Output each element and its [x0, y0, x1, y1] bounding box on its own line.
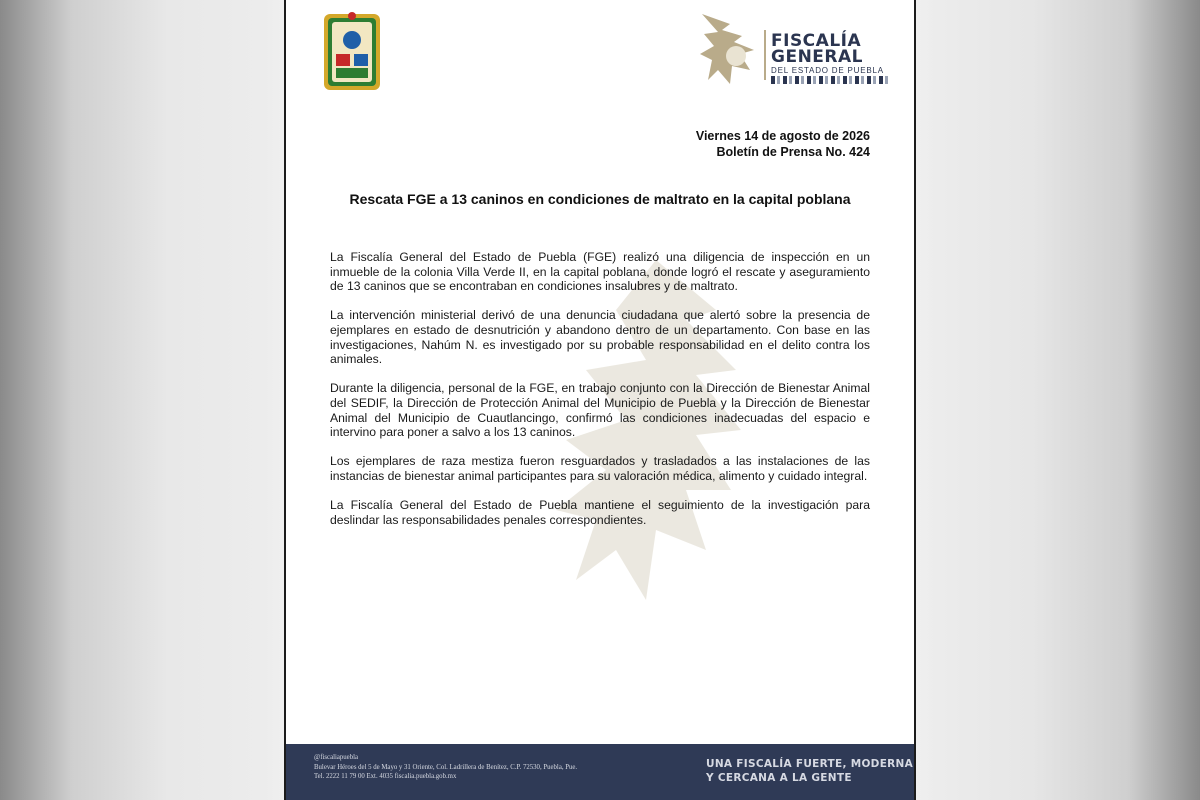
paragraph: Durante la diligencia, personal de la FGE, en trabajo conjunto con la Dirección de Bienestar Animal del SEDIF, la Dirección de Protección Animal del Municipio de Puebla y la Dirección de Bienestar Animal del Municipio de Cuautlancingo, confirmó las condiciones inadecuadas del espacio e intervino para poner a salvo a los 13 caninos. [330, 381, 870, 440]
slogan-line1: UNA FISCALÍA FUERTE, MODERNA [706, 758, 914, 770]
footer-contact: Tel. 2222 11 79 00 Ext. 4035 fiscalia.puebla.gob.mx [314, 773, 457, 780]
footer-slogan [706, 757, 913, 785]
fge-head-emblem-icon [696, 10, 762, 86]
brand-decorative-pattern [771, 76, 889, 84]
paragraph: La Fiscalía General del Estado de Puebla (FGE) realizó una diligencia de inspección en un inmueble de la colonia Villa Verde II, en la capital poblana, donde logró el rescate y aseguramiento de 13 caninos que se encontraban en condiciones insalubres y de maltrato. [330, 250, 870, 294]
brand-subtitle: DEL ESTADO DE PUEBLA [771, 66, 884, 75]
social-handle: @fiscaliapuebla [314, 754, 359, 761]
brand-name-line1: FISCALÍA [771, 31, 862, 51]
bulletin-meta [696, 128, 870, 160]
puebla-coat-of-arms-icon [322, 10, 382, 94]
bulletin-title: Rescata FGE a 13 caninos en condiciones de maltrato en la capital poblana [349, 191, 851, 207]
footer-address: Bulevar Héroes del 5 de Mayo y 31 Oriente, Col. Ladrillera de Benítez, C.P. 72530, Puebla, Pue. [314, 764, 578, 771]
page-footer [286, 744, 914, 800]
brand-name-line2: GENERAL [771, 47, 863, 67]
press-release-page [286, 0, 914, 800]
fge-logo [696, 10, 896, 88]
bulletin-body [330, 250, 870, 542]
paragraph: Los ejemplares de raza mestiza fueron resguardados y trasladados a las instalaciones de las instancias de bienestar animal participantes para su valoración médica, alimento y cuidado integral. [330, 454, 870, 483]
bulletin-date: Viernes 14 de agosto de 2026 [695, 129, 870, 143]
paragraph: La intervención ministerial derivó de una denuncia ciudadana que alertó sobre la presencia de ejemplares en estado de desnutrición y abandono dentro de un departamento. Con base en las investigaciones, Nahúm N. es investigado por su probable responsabilidad en el delito contra los animales. [330, 308, 870, 367]
paragraph: La Fiscalía General del Estado de Puebla mantiene el seguimiento de la investigación para deslindar las responsabilidades penales correspondientes. [330, 498, 870, 527]
bulletin-number: Boletín de Prensa No. 424 [716, 145, 870, 159]
logo-divider [764, 30, 766, 80]
slogan-line2: Y CERCANA A LA GENTE [706, 772, 852, 784]
